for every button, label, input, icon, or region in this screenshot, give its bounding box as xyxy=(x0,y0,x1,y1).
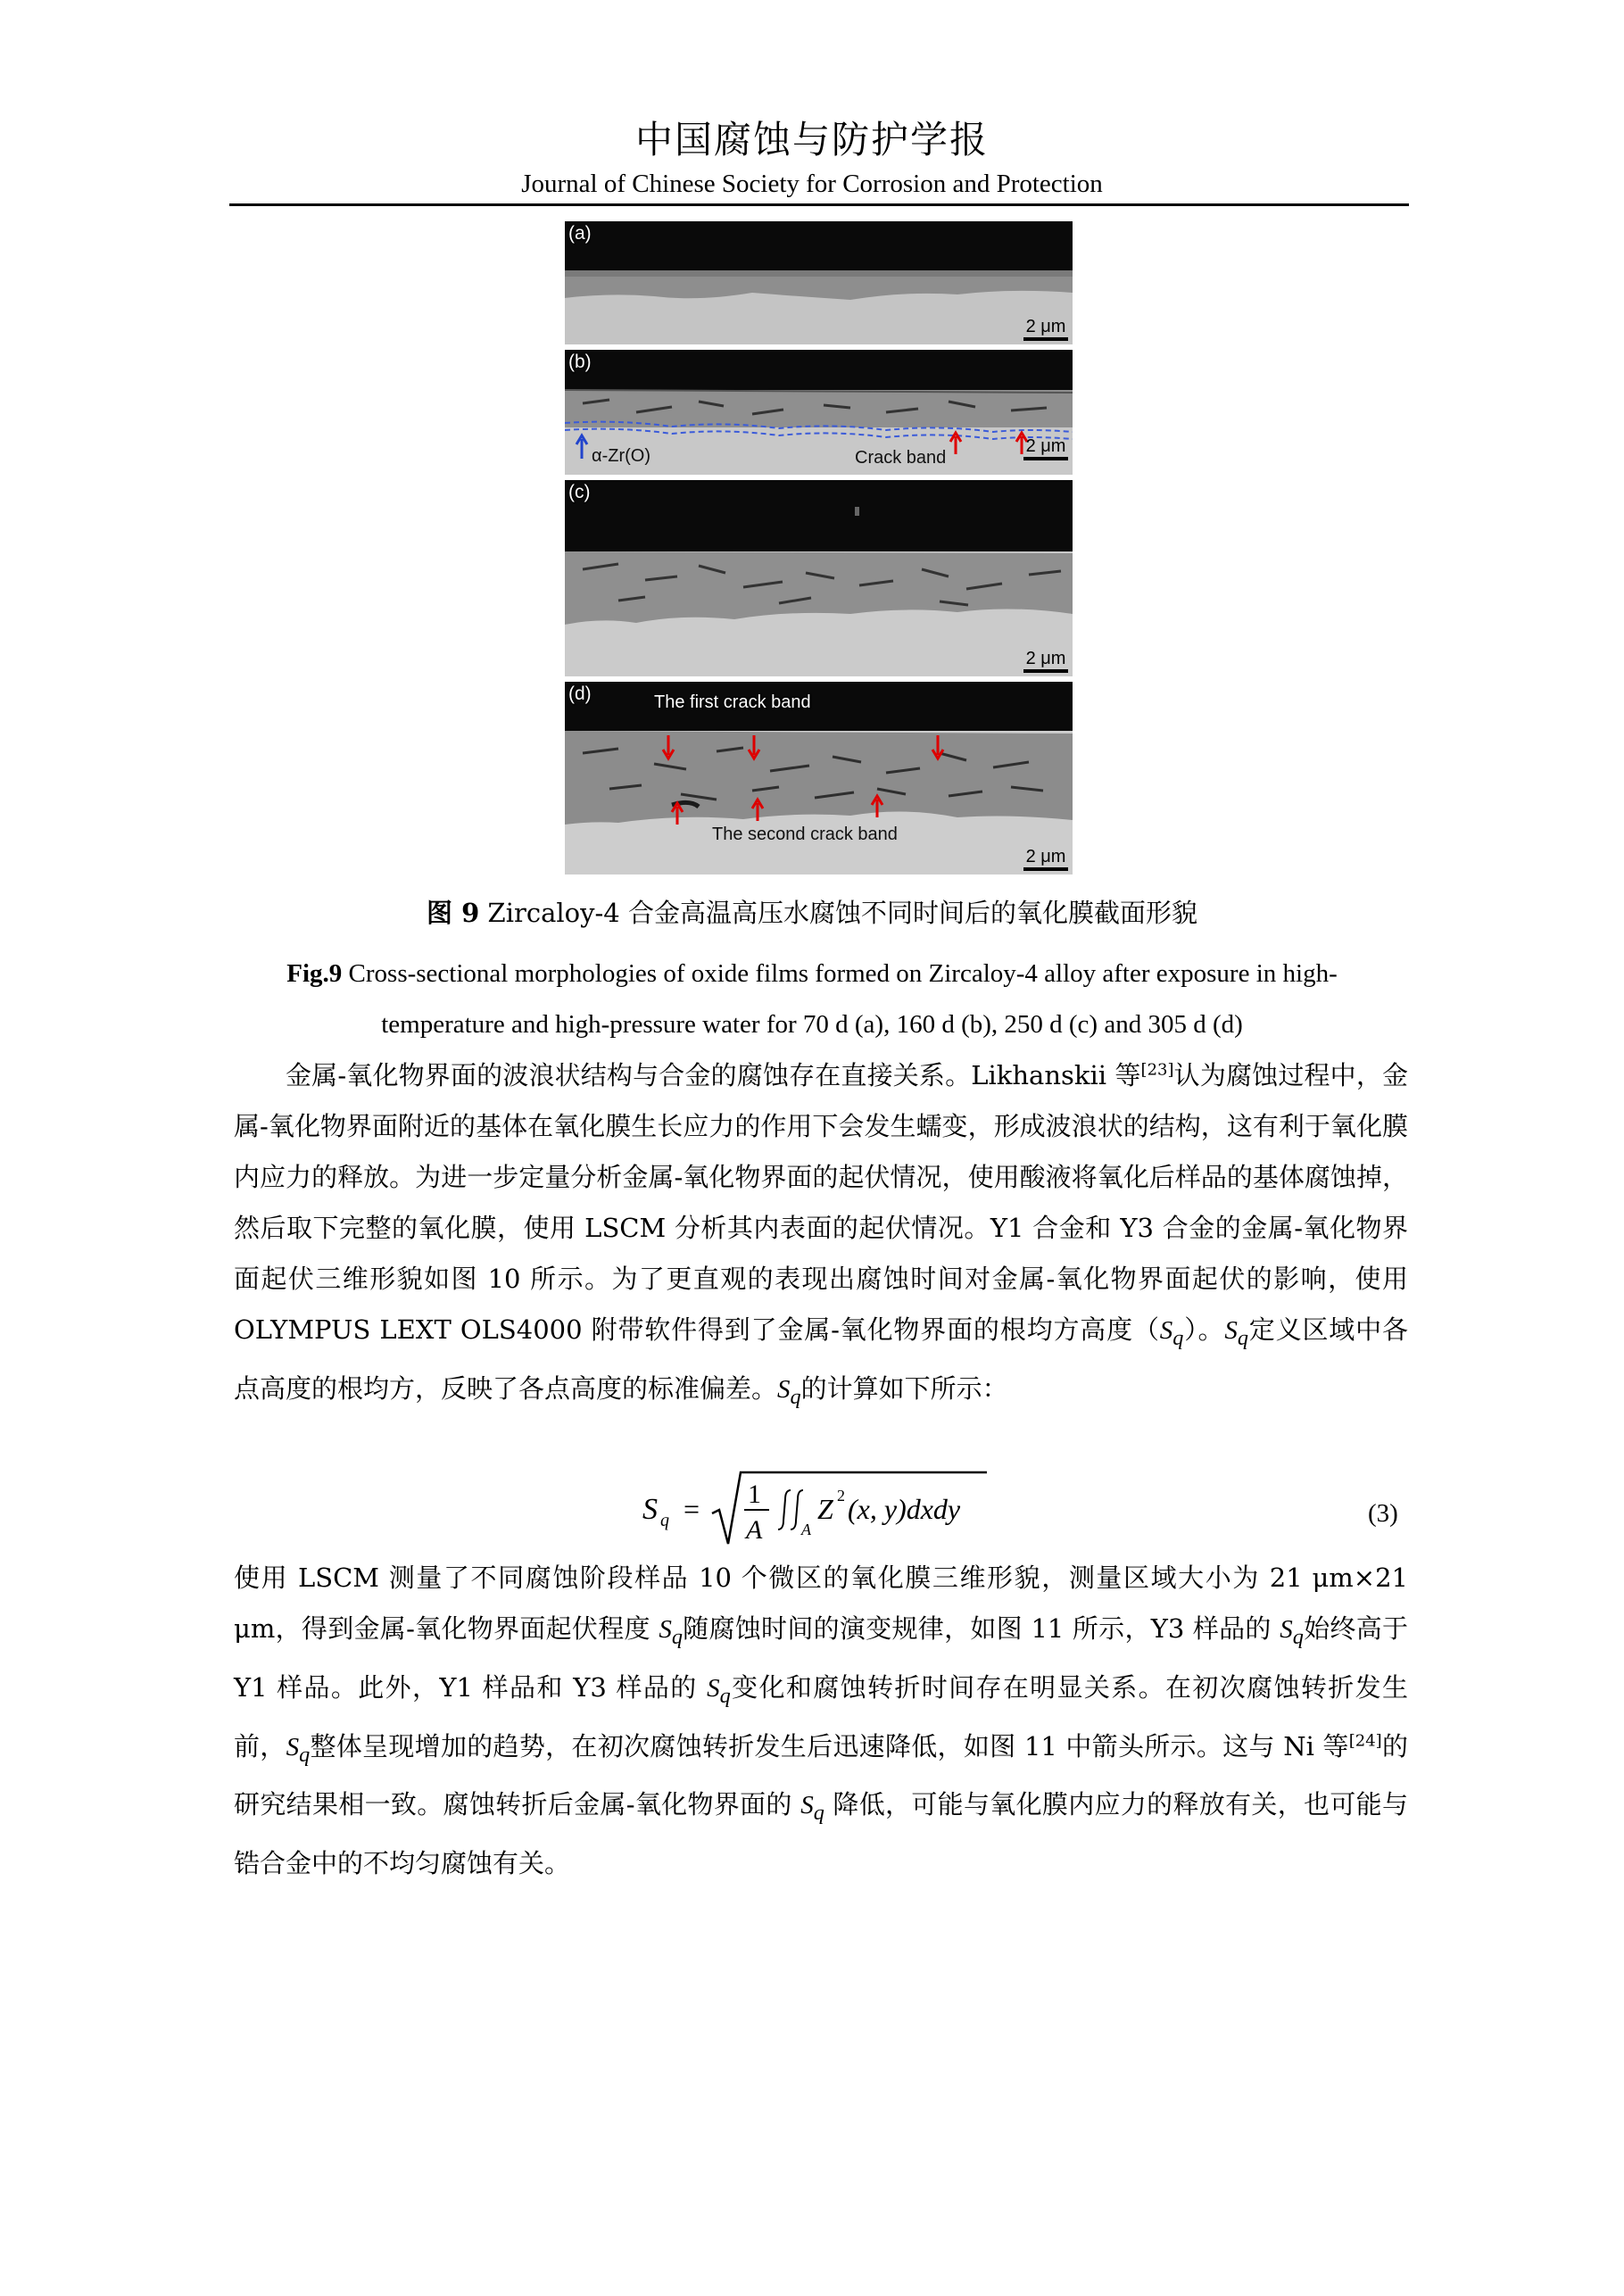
p1-sq-3-q: q xyxy=(790,1384,801,1409)
eq-equals: = xyxy=(684,1493,700,1525)
p2-text-4: 变化和腐蚀转折时间存在明显关系。在初次腐蚀转折发生前， xyxy=(234,1671,1408,1761)
p2-sq-2-s: S xyxy=(1280,1615,1293,1644)
panel-c-label: (c) xyxy=(568,482,591,502)
panel-b-label: (b) xyxy=(568,352,592,372)
p2-sq-5-q: q xyxy=(813,1801,824,1826)
panel-b-scale-bar xyxy=(1023,437,1068,460)
panel-c-scale-line xyxy=(1023,669,1068,673)
p2-text-7: 降低，可能与氧化膜内应力的释放有关，也可能与锆合金中的不均匀腐蚀有关。 xyxy=(234,1789,1408,1879)
p1-text-2: 认为腐蚀过程中，金属-氧化物界面附近的基体在氧化膜生长应力的作用下会发生蠕变，形成波浪状的结构，这有利于氧化膜内应力的释放。为进一步定量分析金属-氧化物界面的起伏情况，使用酸液将氧化后样品的基体腐蚀掉，然后取下完整的氧化膜，使用 LSCM 分析其内表面的起伏情况。Y1 合金和 Y3 合金的金属-氧化物界面起伏三维形貌如图 10 所示。为了更直观的表现出腐蚀时间对金属-氧化物界面起伏的影响，使用 OLYMPUS LEXT OLS4000 附带软件得到了金属-氧化物界面的根均方高度（ xyxy=(234,1060,1408,1345)
caption-cn-text: Zircaloy-4 合金高温高压水腐蚀不同时间后的氧化膜截面形貌 xyxy=(479,898,1197,928)
panel-d-scale-line xyxy=(1023,867,1068,871)
p1-sq-2-s: S xyxy=(1224,1316,1238,1345)
panel-a-image xyxy=(565,221,1073,344)
p2-sq-4-q: q xyxy=(299,1742,311,1767)
p2-citation-24: [24] xyxy=(1348,1730,1382,1750)
p1-text-3: ）。 xyxy=(1183,1314,1225,1345)
journal-header xyxy=(0,114,1624,202)
caption-en-text: Cross-sectional morphologies of oxide films formed on Zircaloy-4 alloy after exposure in high-temperature and high-pressure water for 70 d (a), 160 d (b), 250 d (c) and 305 d (d) xyxy=(342,959,1338,1039)
eq-integrand: Z xyxy=(817,1493,833,1525)
figure-caption-cn xyxy=(0,895,1624,931)
p2-sq-symbol-1 xyxy=(659,1615,683,1649)
panel-a-scale-text: 2 μm xyxy=(1025,317,1066,336)
p2-sq-symbol-4 xyxy=(286,1732,311,1767)
eq-lhs: S xyxy=(642,1493,658,1526)
p2-sq-3-q: q xyxy=(719,1683,731,1708)
p2-text-1: 使用 LSCM 测量了不同腐蚀阶段样品 10 个微区的氧化膜三维形貌，测量区域大小为 21 μm×21 μm，得到金属-氧化物界面起伏程度 xyxy=(234,1562,1408,1644)
eq-integral-sub: A xyxy=(801,1521,811,1538)
eq-lhs-sub: q xyxy=(660,1511,669,1530)
body-paragraph-2 xyxy=(234,1553,1408,1889)
p2-sq-symbol-3 xyxy=(707,1673,731,1708)
alpha-zr-label: α-Zr(O) xyxy=(592,446,650,466)
equation-3-svg xyxy=(642,1463,1089,1553)
p1-sq-2-q: q xyxy=(1237,1325,1248,1350)
p1-sq-3-s: S xyxy=(777,1374,791,1404)
p2-sq-2-q: q xyxy=(1292,1624,1304,1649)
eq-integral-1 xyxy=(778,1490,791,1529)
panel-b-scale-text: 2 μm xyxy=(1025,436,1066,456)
panel-a xyxy=(565,221,1073,344)
p2-text-2: 随腐蚀时间的演变规律，如图 11 所示，Y3 样品的 xyxy=(682,1613,1280,1644)
eq-superscript: 2 xyxy=(837,1487,845,1504)
p2-text-5: 整体呈现增加的趋势，在初次腐蚀转折发生后迅速降低，如图 11 中箭头所示。这与 Ni 等 xyxy=(310,1730,1349,1761)
p2-sq-1-q: q xyxy=(671,1624,683,1649)
journal-title-en: Journal of Chinese Society for Corrosion and Protection xyxy=(521,170,1103,198)
p1-citation-23: [23] xyxy=(1140,1060,1174,1080)
panel-c-scale-bar xyxy=(1023,650,1068,673)
p2-sq-4-s: S xyxy=(286,1732,300,1761)
p1-text-5: 的计算如下所示： xyxy=(800,1372,1008,1404)
first-crack-band-label: The first crack band xyxy=(654,692,811,712)
p2-sq-symbol-2 xyxy=(1280,1615,1304,1649)
journal-title-cn: 中国腐蚀与防护学报 xyxy=(634,118,989,162)
body-paragraph-1 xyxy=(234,1050,1408,1422)
caption-en-label: Fig.9 xyxy=(286,959,343,988)
eq-arguments: (x, y)dxdy xyxy=(848,1493,961,1525)
header-rule xyxy=(229,203,1409,206)
p1-sq-symbol-3 xyxy=(777,1374,801,1409)
p1-text-1: 金属-氧化物界面的波浪状结构与合金的腐蚀存在直接关系。Likhanskii 等 xyxy=(286,1060,1141,1090)
p1-sq-1-s: S xyxy=(1159,1316,1173,1345)
panel-a-scale-bar xyxy=(1023,318,1068,341)
panel-d-scale-bar xyxy=(1023,848,1068,871)
second-crack-band-label: The second crack band xyxy=(712,825,898,844)
caption-cn-label: 图 9 xyxy=(427,898,480,928)
panel-a-scale-line xyxy=(1023,337,1068,341)
eq-numerator: 1 xyxy=(748,1480,761,1509)
panel-d-label: (d) xyxy=(568,684,592,704)
panel-c xyxy=(565,480,1073,676)
p1-text-4: 定义区域中各点高度的根均方，反映了各点高度的标准偏差。 xyxy=(234,1314,1408,1404)
p1-sq-1-q: q xyxy=(1172,1325,1184,1350)
equation-number: (3) xyxy=(1368,1499,1398,1528)
panel-d-image xyxy=(565,682,1073,874)
panel-c-image xyxy=(565,480,1073,676)
panel-d-scale-text: 2 μm xyxy=(1025,847,1066,866)
panel-b xyxy=(565,350,1073,475)
p2-text-3: 始终高于 Y1 样品。此外，Y1 样品和 Y3 样品的 xyxy=(234,1613,1408,1703)
crack-band-label: Crack band xyxy=(855,448,947,468)
p2-sq-symbol-5 xyxy=(800,1791,824,1826)
panel-c-scale-text: 2 μm xyxy=(1025,649,1066,668)
panel-a-label: (a) xyxy=(568,223,592,244)
p2-text-6: 的研究结果相一致。腐蚀转折后金属-氧化物界面的 xyxy=(234,1730,1408,1820)
p2-sq-1-s: S xyxy=(659,1615,672,1644)
p2-sq-3-s: S xyxy=(707,1673,720,1703)
p1-sq-symbol-2 xyxy=(1224,1316,1248,1350)
equation-3 xyxy=(642,1463,1089,1544)
panel-d xyxy=(565,682,1073,874)
figure-9 xyxy=(565,221,1073,874)
p1-sq-symbol-1 xyxy=(1159,1316,1184,1350)
eq-denominator: A xyxy=(746,1515,763,1545)
panel-b-scale-line xyxy=(1023,457,1068,460)
figure-caption-en xyxy=(250,949,1374,1050)
p2-sq-5-s: S xyxy=(800,1791,814,1820)
